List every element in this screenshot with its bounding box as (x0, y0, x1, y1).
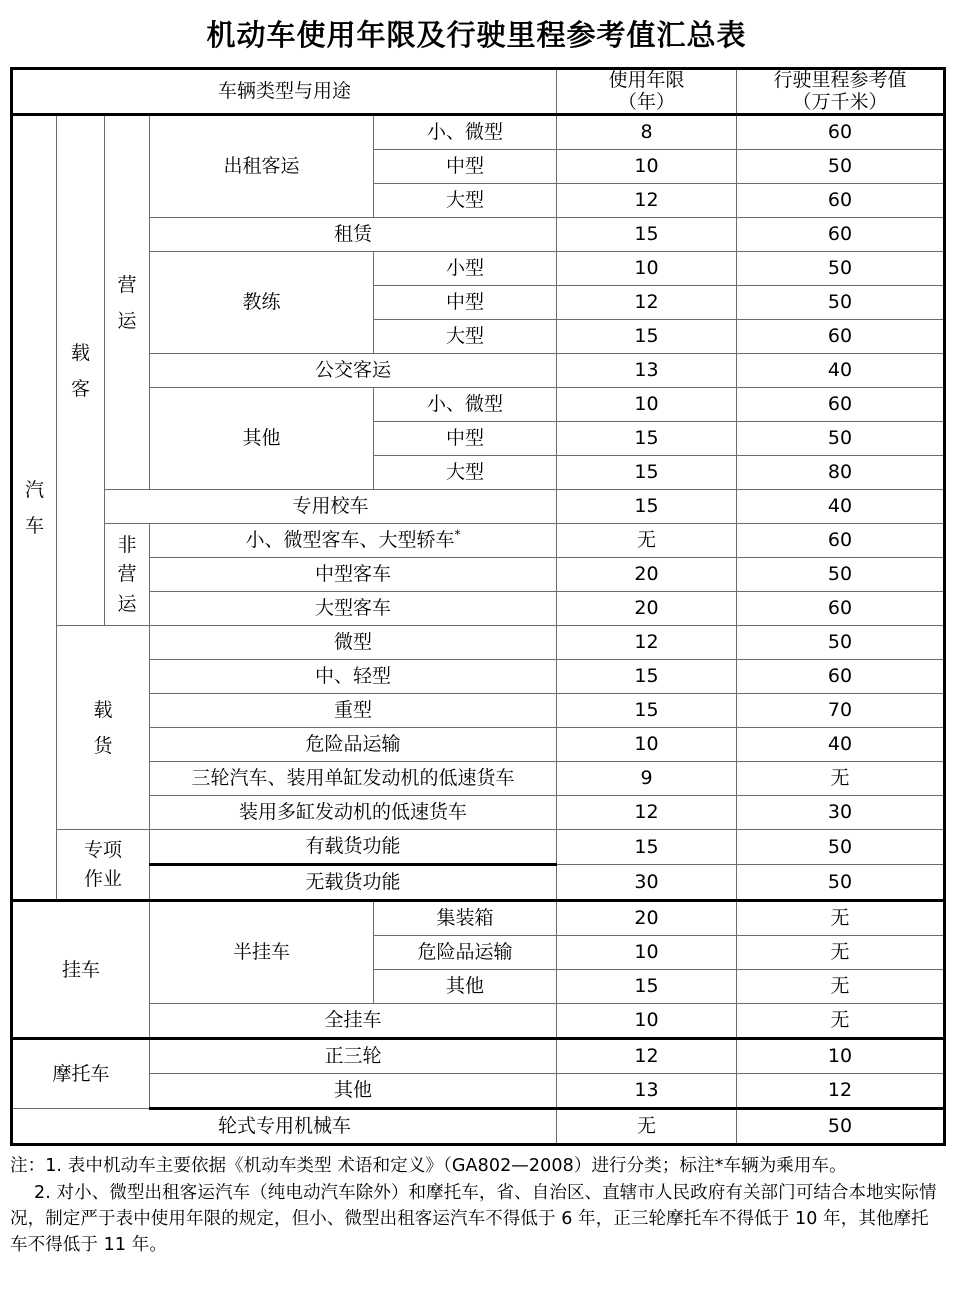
table-row (12, 388, 945, 422)
table-row (12, 1109, 945, 1145)
group-commercial-char2: 运 (117, 309, 137, 332)
years-value: 12 (557, 184, 737, 218)
group-non-commercial-char3: 运 (117, 592, 137, 615)
years-value: 10 (557, 936, 737, 970)
footnote-1: 注：1. 表中机动车主要依据《机动车类型 术语和定义》（GA802—2008）进行分类；标注*车辆为乘用车。 (10, 1156, 847, 1177)
group-motorcycle-label: 摩托车 (52, 1063, 110, 1086)
mileage-value: 50 (737, 422, 945, 456)
years-value: 15 (557, 456, 737, 490)
years-value: 20 (557, 901, 737, 936)
mileage-value: 10 (737, 1039, 945, 1074)
mileage-value: 50 (737, 865, 945, 901)
mileage-value: 40 (737, 728, 945, 762)
table-row (12, 592, 945, 626)
mileage-value: 50 (737, 252, 945, 286)
header-mileage-line2: （万千米） (792, 90, 888, 113)
table-row (12, 830, 945, 865)
row-size-label: 中型 (374, 150, 557, 184)
row-label-large-bus: 大型客车 (150, 592, 557, 626)
row-size-label: 集装箱 (374, 901, 557, 936)
group-trailer (12, 901, 150, 1039)
mileage-value: 60 (737, 115, 945, 150)
row-label-medium-bus: 中型客车 (150, 558, 557, 592)
header-type-and-use: 车辆类型与用途 (12, 68, 557, 115)
row-label-small-mini-bus-large-sedan (150, 524, 557, 558)
table-row (12, 796, 945, 830)
mileage-value: 50 (737, 830, 945, 865)
group-commercial-char1: 营 (117, 273, 137, 296)
header-mileage-reference (737, 68, 945, 115)
mileage-value: 80 (737, 456, 945, 490)
row-label-mini-truck: 微型 (150, 626, 557, 660)
group-cargo-char1: 载 (93, 698, 113, 721)
years-value: 10 (557, 1004, 737, 1039)
years-value: 15 (557, 830, 737, 865)
years-value: 20 (557, 592, 737, 626)
group-cargo (57, 626, 150, 830)
table-footnotes (10, 1146, 943, 1258)
header-service-years-line2: （年） (618, 90, 676, 113)
row-label-tricycle: 正三轮 (150, 1039, 557, 1074)
years-value: 12 (557, 286, 737, 320)
group-automobile (12, 115, 57, 901)
table-row (12, 218, 945, 252)
mileage-value: 无 (737, 970, 945, 1004)
years-value: 12 (557, 796, 737, 830)
row-size-label: 中型 (374, 422, 557, 456)
row-label-without-cargo-function: 无载货功能 (150, 865, 557, 901)
row-label-wheeled-special-machinery: 轮式专用机械车 (12, 1109, 557, 1145)
row-label-multi-cylinder-low-speed: 装用多缸发动机的低速货车 (150, 796, 557, 830)
mileage-value: 60 (737, 184, 945, 218)
row-label-taxi-transport: 出租客运 (150, 115, 374, 218)
row-label-semi-trailer: 半挂车 (150, 901, 374, 1004)
table-row (12, 115, 945, 150)
mileage-value: 60 (737, 218, 945, 252)
row-label-three-wheel-single-cylinder: 三轮汽车、装用单缸发动机的低速货车 (150, 762, 557, 796)
table-row (12, 626, 945, 660)
years-value: 20 (557, 558, 737, 592)
table-row (12, 865, 945, 901)
years-value: 15 (557, 218, 737, 252)
mileage-value: 无 (737, 901, 945, 936)
mileage-value: 50 (737, 1109, 945, 1145)
table-row (12, 694, 945, 728)
table-row (12, 901, 945, 936)
years-value: 15 (557, 660, 737, 694)
group-non-commercial-char2: 营 (117, 563, 137, 586)
group-passenger-char1: 载 (70, 341, 90, 364)
years-value: 10 (557, 388, 737, 422)
row-label-with-cargo-function: 有载货功能 (150, 830, 557, 865)
years-value: 12 (557, 1039, 737, 1074)
group-special-operation-line2: 作业 (83, 867, 122, 890)
header-service-years-line1: 使用年限 (608, 68, 685, 91)
group-passenger (57, 115, 105, 626)
group-cargo-char2: 货 (93, 734, 113, 757)
years-value: 15 (557, 490, 737, 524)
row-label-text: 小、微型客车、大型轿车 (245, 529, 455, 552)
row-size-label: 小型 (374, 252, 557, 286)
table-row (12, 490, 945, 524)
table-row (12, 1039, 945, 1074)
mileage-value: 50 (737, 626, 945, 660)
table-row (12, 1074, 945, 1109)
table-row (12, 762, 945, 796)
mileage-value: 50 (737, 286, 945, 320)
row-label-school-bus: 专用校车 (105, 490, 557, 524)
footnote-2: 2. 对小、微型出租客运汽车（纯电动汽车除外）和摩托车，省、自治区、直辖市人民政府有关部门可结合本地实际情况，制定严于表中使用年限的规定，但小、微型出租客运汽车不得低于 6 年，正三轮摩托车不得低于 10 年，其他摩托车不得低于 11 年。 (10, 1182, 937, 1256)
vehicle-lifespan-table (10, 67, 946, 1147)
row-size-label: 危险品运输 (374, 936, 557, 970)
years-value: 10 (557, 728, 737, 762)
years-value: 15 (557, 320, 737, 354)
years-value: 13 (557, 1074, 737, 1109)
table-row (12, 558, 945, 592)
mileage-value: 无 (737, 1004, 945, 1039)
years-value: 10 (557, 150, 737, 184)
years-value: 8 (557, 115, 737, 150)
footnote-marker: * (454, 527, 461, 542)
group-commercial (105, 115, 150, 490)
group-non-commercial-char1: 非 (117, 533, 137, 556)
row-size-label: 大型 (374, 184, 557, 218)
years-value: 12 (557, 626, 737, 660)
years-value: 无 (557, 524, 737, 558)
row-label-rental: 租赁 (150, 218, 557, 252)
years-value: 13 (557, 354, 737, 388)
group-non-commercial (105, 524, 150, 626)
row-label-hazmat-truck: 危险品运输 (150, 728, 557, 762)
row-label-heavy-truck: 重型 (150, 694, 557, 728)
group-motorcycle (12, 1039, 150, 1109)
mileage-value: 60 (737, 592, 945, 626)
table-header-row (12, 68, 945, 115)
mileage-value: 60 (737, 524, 945, 558)
mileage-value: 50 (737, 558, 945, 592)
group-automobile-char2: 车 (24, 514, 44, 537)
group-special-operation-line1: 专项 (83, 838, 122, 861)
table-row (12, 1004, 945, 1039)
mileage-value: 12 (737, 1074, 945, 1109)
group-passenger-char2: 客 (70, 377, 90, 400)
row-size-label: 中型 (374, 286, 557, 320)
table-row (12, 252, 945, 286)
row-label-other-motorcycle: 其他 (150, 1074, 557, 1109)
row-label-public-transit: 公交客运 (150, 354, 557, 388)
row-size-label: 大型 (374, 320, 557, 354)
table-row (12, 728, 945, 762)
years-value: 15 (557, 422, 737, 456)
years-value: 无 (557, 1109, 737, 1145)
row-size-label: 其他 (374, 970, 557, 1004)
table-row (12, 354, 945, 388)
header-service-years (557, 68, 737, 115)
mileage-value: 60 (737, 660, 945, 694)
mileage-value: 40 (737, 354, 945, 388)
years-value: 10 (557, 252, 737, 286)
table-row (12, 524, 945, 558)
mileage-value: 70 (737, 694, 945, 728)
table-row (12, 660, 945, 694)
mileage-value: 60 (737, 320, 945, 354)
mileage-value: 50 (737, 150, 945, 184)
group-automobile-char1: 汽 (24, 478, 44, 501)
years-value: 30 (557, 865, 737, 901)
mileage-value: 30 (737, 796, 945, 830)
row-size-label: 大型 (374, 456, 557, 490)
page-title: 机动车使用年限及行驶里程参考值汇总表 (206, 18, 747, 52)
years-value: 9 (557, 762, 737, 796)
row-label-medium-light-truck: 中、轻型 (150, 660, 557, 694)
row-label-other-commercial: 其他 (150, 388, 374, 490)
header-mileage-line1: 行驶里程参考值 (773, 68, 907, 91)
row-size-label: 小、微型 (374, 115, 557, 150)
mileage-value: 60 (737, 388, 945, 422)
years-value: 15 (557, 694, 737, 728)
mileage-value: 无 (737, 936, 945, 970)
group-special-operation (57, 830, 150, 901)
row-label-driving-school: 教练 (150, 252, 374, 354)
group-trailer-label: 挂车 (61, 958, 100, 981)
row-label-full-trailer: 全挂车 (150, 1004, 557, 1039)
row-size-label: 小、微型 (374, 388, 557, 422)
years-value: 15 (557, 970, 737, 1004)
mileage-value: 无 (737, 762, 945, 796)
mileage-value: 40 (737, 490, 945, 524)
